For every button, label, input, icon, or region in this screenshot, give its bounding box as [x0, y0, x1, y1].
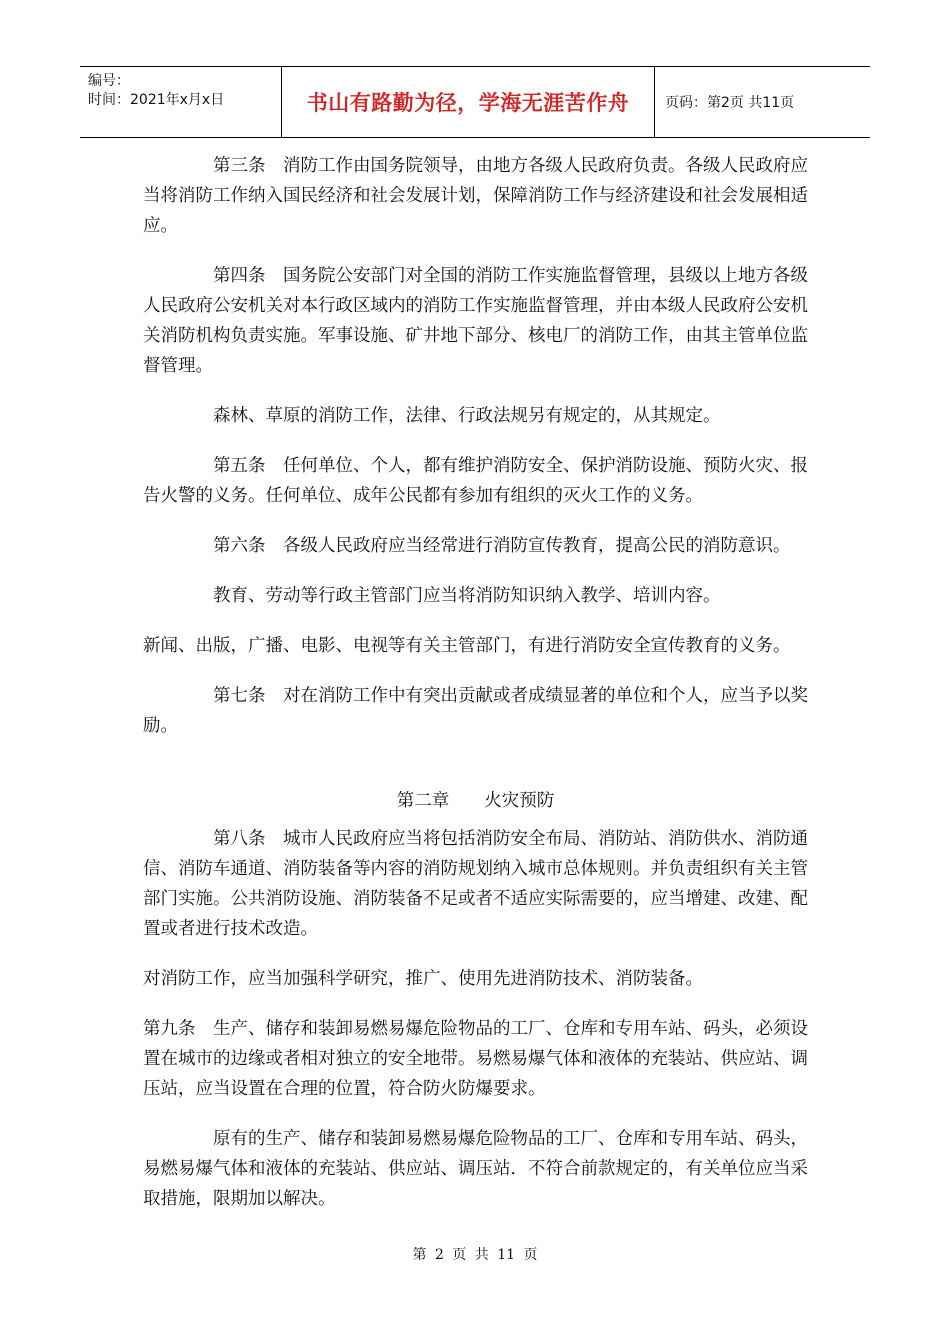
paragraph-forest: 森林、草原的消防工作，法律、行政法规另有规定的，从其规定。: [213, 406, 721, 426]
header-motto-cell: [282, 67, 655, 137]
article-7: 第七条 对在消防工作中有突出贡献或者成绩显著的单位和个人，应当予以奖励。: [143, 686, 808, 736]
paragraph-education: 教育、劳动等行政主管部门应当将消防知识纳入教学、培训内容。: [213, 586, 721, 606]
article-3: 第三条 消防工作由国务院领导，由地方各级人民政府负责。各级人民政府应当将消防工作纳入国民经济和社会发展计划，保障消防工作与经济建设和社会发展相适应。: [143, 156, 808, 236]
paragraph-research: 对消防工作，应当加强科学研究，推广、使用先进消防技术、消防装备。: [143, 969, 703, 989]
document-body: [143, 151, 808, 1234]
number-label: 编号：: [88, 73, 130, 89]
header-page-cell: [655, 67, 870, 137]
header-meta-cell: [80, 67, 282, 137]
article-6: 第六条 各级人民政府应当经常进行消防宣传教育，提高公民的消防意识。: [213, 536, 791, 556]
article-8: 第八条 城市人民政府应当将包括消防安全布局、消防站、消防供水、消防通信、消防车通道、消防装备等内容的消防规划纳入城市总体规则。并负责组织有关主管部门实施。公共消防设施、消防装备不足或者不适应实际需要的，应当增建、改建、配置或者进行技术改造。: [143, 829, 808, 939]
chapter-heading: 第二章 火灾预防: [396, 791, 555, 811]
article-4: 第四条 国务院公安部门对全国的消防工作实施监督管理，县级以上地方各级人民政府公安机关对本行政区域内的消防工作实施监督管理，并由本级人民政府公安机关消防机构负责实施。军事设施、矿井地下部分、核电厂的消防工作，由其主管单位监督管理。: [143, 266, 808, 376]
page-info: 页码：第2页 共11页: [665, 95, 795, 111]
document-header: [80, 66, 870, 138]
motto-text: 书山有路勤为径，学海无涯苦作舟: [306, 91, 630, 115]
paragraph-news: 新闻、出版，广播、电影、电视等有关主管部门，有进行消防安全宣传教育的义务。: [143, 636, 791, 656]
article-9: 第九条 生产、储存和装卸易燃易爆危险物品的工厂、仓库和专用车站、码头，必须设置在城市的边缘或者相对独立的安全地带。易燃易爆气体和液体的充装站、供应站、调压站，应当设置在合理的位置，符合防火防爆要求。: [143, 1019, 808, 1099]
article-5: 第五条 任何单位、个人，都有维护消防安全、保护消防设施、预防火灾、报告火警的义务。任何单位、成年公民都有参加有组织的灭火工作的义务。: [143, 456, 808, 506]
paragraph-existing: 原有的生产、储存和装卸易燃易爆危险物品的工厂、仓库和专用车站、码头，易燃易爆气体和液体的充装站、供应站、调压站．不符合前款规定的，有关单位应当采取措施，限期加以解决。: [143, 1129, 808, 1209]
page-footer: 第 2 页 共 11 页: [412, 1247, 538, 1263]
time-label: 时间：2021年x月x日: [88, 92, 225, 108]
